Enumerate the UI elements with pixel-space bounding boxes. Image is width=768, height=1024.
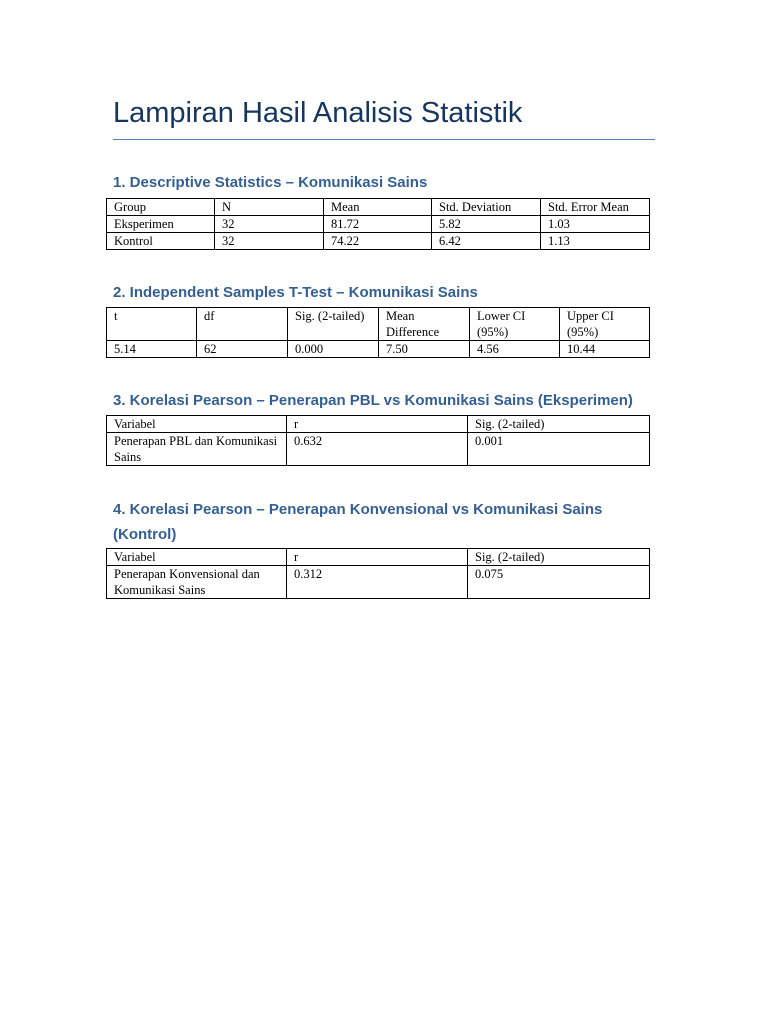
header-cell: Sig. (2-tailed) bbox=[288, 308, 379, 341]
section-heading-descriptive: 1. Descriptive Statistics – Komunikasi Sains bbox=[113, 174, 428, 191]
table-cell: 7.50 bbox=[379, 341, 470, 358]
header-cell: Group bbox=[107, 199, 215, 216]
table-row bbox=[107, 341, 650, 358]
table-cell: 0.001 bbox=[468, 433, 650, 466]
table-cell: 5.82 bbox=[432, 216, 541, 233]
table-cell: 32 bbox=[215, 233, 324, 250]
header-cell: Variabel bbox=[107, 549, 287, 566]
table-cell: 32 bbox=[215, 216, 324, 233]
table-cell: Penerapan PBL dan Komunikasi Sains bbox=[107, 433, 287, 466]
document-title: Lampiran Hasil Analisis Statistik bbox=[113, 97, 523, 129]
table-header-row bbox=[107, 416, 650, 433]
table-row bbox=[107, 433, 650, 466]
header-cell: Lower CI (95%) bbox=[470, 308, 560, 341]
table-cell: 1.03 bbox=[541, 216, 650, 233]
table-cell: 4.56 bbox=[470, 341, 560, 358]
table-cell: Eksperimen bbox=[107, 216, 215, 233]
header-cell: Mean bbox=[324, 199, 432, 216]
table-cell: 0.312 bbox=[287, 566, 468, 599]
header-cell: Sig. (2-tailed) bbox=[468, 549, 650, 566]
table-row bbox=[107, 566, 650, 599]
header-cell: r bbox=[287, 549, 468, 566]
table-cell: 62 bbox=[197, 341, 288, 358]
independent-ttest-table bbox=[106, 307, 650, 358]
table-cell: 0.075 bbox=[468, 566, 650, 599]
table-cell: 0.000 bbox=[288, 341, 379, 358]
header-cell: r bbox=[287, 416, 468, 433]
table-cell: 10.44 bbox=[560, 341, 650, 358]
header-cell: N bbox=[215, 199, 324, 216]
table-row bbox=[107, 233, 650, 250]
header-cell: t bbox=[107, 308, 197, 341]
descriptive-statistics-table bbox=[106, 198, 650, 250]
table-cell: 6.42 bbox=[432, 233, 541, 250]
title-underline bbox=[113, 139, 655, 140]
header-cell: Std. Deviation bbox=[432, 199, 541, 216]
section-heading-ttest: 2. Independent Samples T-Test – Komunikasi Sains bbox=[113, 284, 478, 301]
table-cell: 74.22 bbox=[324, 233, 432, 250]
header-cell: Variabel bbox=[107, 416, 287, 433]
table-header-row bbox=[107, 199, 650, 216]
pearson-kontrol-table bbox=[106, 548, 650, 599]
table-header-row bbox=[107, 308, 650, 341]
table-cell: Penerapan Konvensional dan Komunikasi Sains bbox=[107, 566, 287, 599]
pearson-eksperimen-table bbox=[106, 415, 650, 466]
table-row bbox=[107, 216, 650, 233]
header-cell: df bbox=[197, 308, 288, 341]
table-cell: 5.14 bbox=[107, 341, 197, 358]
table-cell: 0.632 bbox=[287, 433, 468, 466]
table-header-row bbox=[107, 549, 650, 566]
header-cell: Upper CI (95%) bbox=[560, 308, 650, 341]
header-cell: Std. Error Mean bbox=[541, 199, 650, 216]
table-cell: 1.13 bbox=[541, 233, 650, 250]
header-cell: Mean Difference bbox=[379, 308, 470, 341]
section-heading-pearson-kontrol: 4. Korelasi Pearson – Penerapan Konvensional vs Komunikasi Sains (Kontrol) bbox=[113, 501, 603, 543]
section-heading-pearson-eksperimen: 3. Korelasi Pearson – Penerapan PBL vs Komunikasi Sains (Eksperimen) bbox=[113, 392, 633, 409]
table-cell: 81.72 bbox=[324, 216, 432, 233]
table-cell: Kontrol bbox=[107, 233, 215, 250]
header-cell: Sig. (2-tailed) bbox=[468, 416, 650, 433]
